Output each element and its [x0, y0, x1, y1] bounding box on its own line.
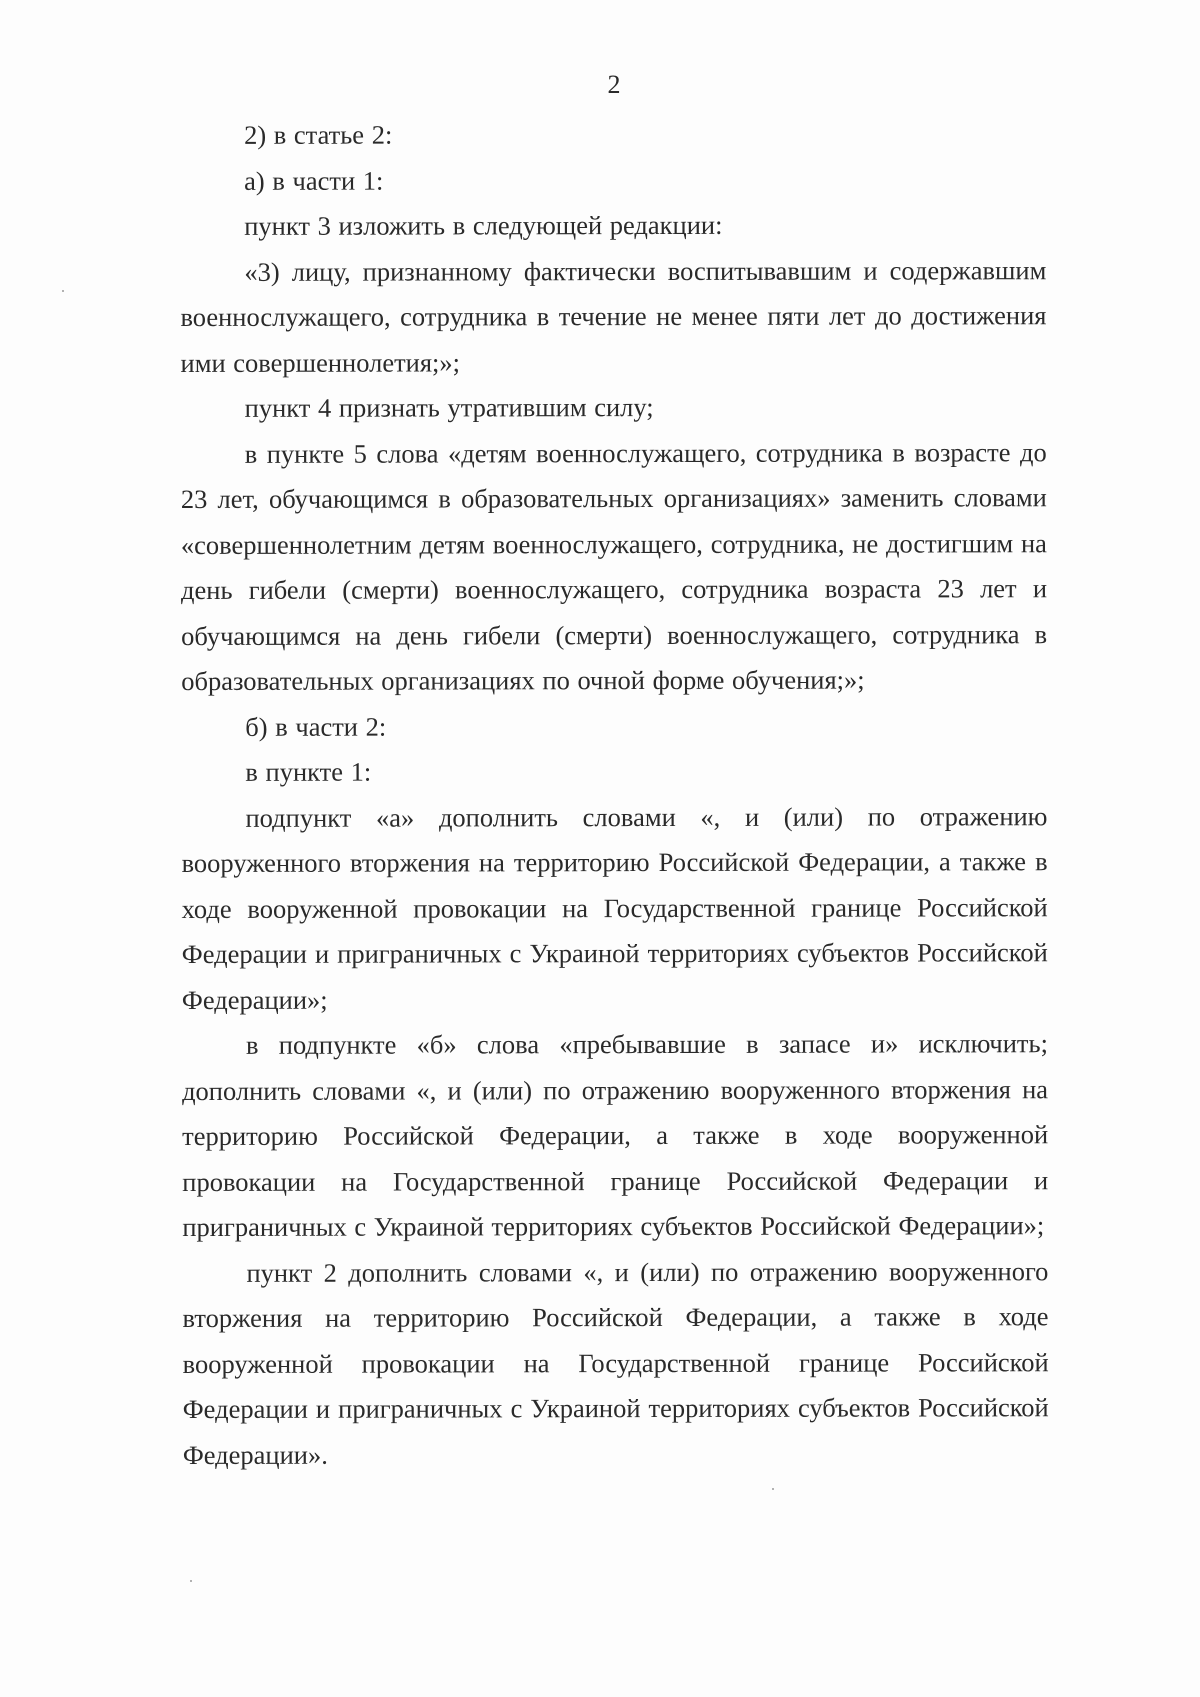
paragraph-article-2: 2) в статье 2: — [244, 119, 393, 150]
paragraph-subpoint-a: подпункт «а» дополнить словами «, и (или) по отражению вооруженного вторжения на территорию Российской Федерации, а также в ходе вооруженной провокации на Государственной границе Российской Федерации и приграничных с Украиной территориях субъектов Российской Федерации»; — [181, 800, 1048, 1015]
paragraph-subpoint-b: в подпункте «б» слова «пребывавшие в запасе и» исключить; дополнить словами «, и (или) по отражению вооруженного вторжения на территорию Российской Федерации, а также в ходе вооруженной провокации на Государственной границе Российской Федерации и приграничных с Украиной территориях субъектов Российской Федерации»; — [182, 1028, 1049, 1242]
page-number: 2 — [607, 70, 621, 99]
scan-speck — [190, 1580, 192, 1582]
paragraph-point-1: в пункте 1: — [245, 756, 372, 787]
paragraph-point-2: пункт 2 дополнить словами «, и (или) по отражению вооруженного вторжения на территорию Российской Федерации, а также в ходе вооруженной провокации на Государственной границе Российской Федерации и приграничных с Украиной территориях субъектов Российской Федерации». — [182, 1255, 1049, 1470]
paragraph-item-5: в пункте 5 слова «детям военнослужащего, сотрудника в возрасте до 23 лет, обучающимся в образовательных организациях» заменить словами «совершеннолетним детям военнослужащего, сотрудника, не достигшим на день гибели (смерти) военнослужащего, сотрудника возраста 23 лет и обучающимся на день гибели (смерти) военнослужащего, сотрудника в образовательных организациях по очной форме обучения;»; — [180, 436, 1048, 696]
paragraph-part-2: б) в части 2: — [245, 711, 387, 742]
document-body — [180, 111, 1049, 1478]
paragraph-item-3-text: «3) лицу, признанному фактически воспитывавшим и содержавшим военнослужащего, сотрудника в течение не менее пяти лет до достижения ими совершеннолетия;»; — [180, 254, 1047, 378]
scan-speck — [772, 1488, 774, 1490]
paragraph-item-4: пункт 4 признать утратившим силу; — [244, 392, 654, 423]
paragraph-item-3-intro: пункт 3 изложить в следующей редакции: — [244, 209, 723, 241]
scan-speck — [62, 290, 64, 292]
paragraph-part-1: а) в части 1: — [244, 165, 384, 196]
